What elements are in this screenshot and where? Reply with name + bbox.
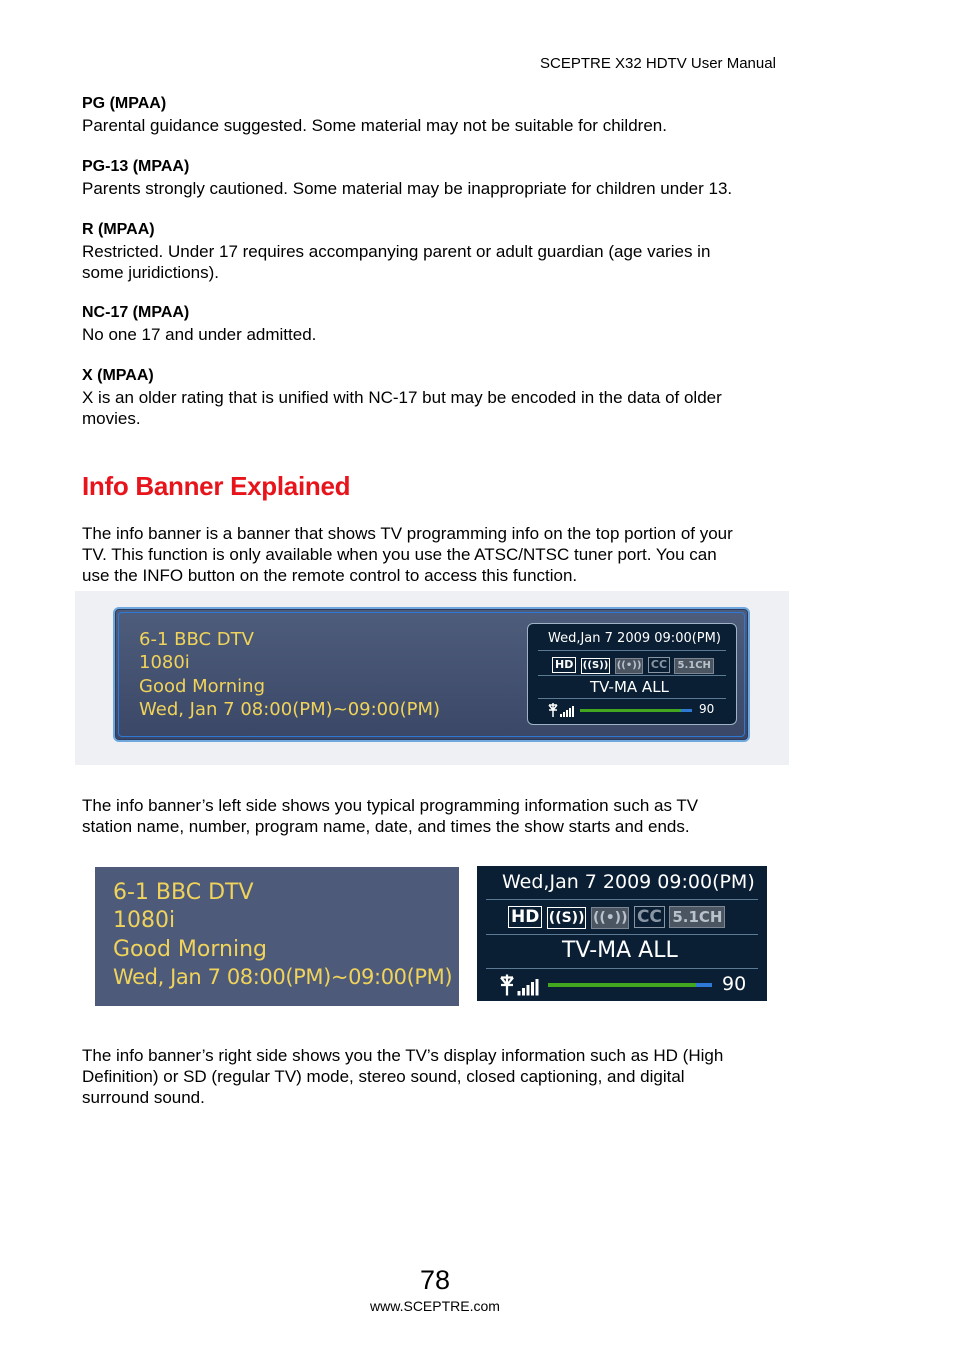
right-desc-line-1: The info banner’s right side shows you the TV’s display information such as HD (High bbox=[82, 1046, 724, 1065]
rating-def-nc17: No one 17 and under admitted. bbox=[82, 325, 317, 344]
zoom-signal-value: 90 bbox=[722, 973, 747, 995]
zoom-icon-row bbox=[508, 906, 725, 929]
banner-program: Good Morning bbox=[139, 676, 265, 697]
rating-term-r: R (MPAA) bbox=[82, 221, 155, 238]
antenna-signal-icon bbox=[547, 702, 575, 723]
footer-website: www.SCEPTRE.com bbox=[370, 1298, 500, 1314]
banner-icon-row bbox=[552, 655, 714, 674]
left-desc-line-1: The info banner’s left side shows you typical programming information such as TV bbox=[82, 796, 699, 815]
intro-line-1: The info banner is a banner that shows TV programming info on the top portion of your bbox=[82, 524, 733, 543]
divider bbox=[486, 899, 758, 900]
zoom-signal-bar-track bbox=[548, 983, 712, 987]
signal-bar-fill bbox=[580, 709, 681, 712]
section-heading: Info Banner Explained bbox=[82, 471, 351, 501]
rating-def-x-2: movies. bbox=[82, 409, 141, 428]
rating-def-x-1: X is an older rating that is unified with NC-17 but may be encoded in the data of older bbox=[82, 388, 722, 407]
zoom-program: Good Morning bbox=[113, 937, 267, 962]
banner-datetime: Wed,Jan 7 2009 09:00(PM) bbox=[548, 631, 721, 646]
rating-def-r-1: Restricted. Under 17 requires accompanying parent or adult guardian (age varies in bbox=[82, 242, 711, 261]
zoom-rating: TV-MA ALL bbox=[562, 938, 678, 963]
zoom-channel: 6-1 BBC DTV bbox=[113, 880, 254, 905]
rating-term-x: X (MPAA) bbox=[82, 367, 154, 384]
stereo-icon: ((S)) bbox=[581, 658, 610, 674]
divider bbox=[538, 675, 726, 676]
divider bbox=[486, 968, 758, 969]
zoom-signal-bar-end bbox=[696, 983, 712, 987]
hd-icon: HD bbox=[552, 657, 576, 673]
right-desc-line-3: surround sound. bbox=[82, 1088, 205, 1107]
signal-value: 90 bbox=[699, 702, 715, 716]
rating-term-pg13: PG-13 (MPAA) bbox=[82, 158, 190, 175]
sap-icon: ((•)) bbox=[615, 658, 644, 674]
sap-icon: ((•)) bbox=[591, 907, 630, 929]
signal-bar-end bbox=[681, 709, 692, 712]
rating-term-nc17: NC-17 (MPAA) bbox=[82, 304, 190, 321]
zoom-signal-bar-fill bbox=[548, 983, 696, 987]
rating-term-pg: PG (MPAA) bbox=[82, 95, 167, 112]
banner-rating: TV-MA ALL bbox=[590, 678, 669, 696]
right-desc-line-2: Definition) or SD (regular TV) mode, stereo sound, closed captioning, and digital bbox=[82, 1067, 685, 1086]
rating-def-pg13: Parents strongly cautioned. Some material may be inappropriate for children under 13. bbox=[82, 179, 733, 198]
divider bbox=[538, 650, 726, 651]
rating-def-pg: Parental guidance suggested. Some material may not be suitable for children. bbox=[82, 116, 667, 135]
cc-icon: CC bbox=[648, 657, 670, 673]
banner-resolution: 1080i bbox=[139, 652, 190, 673]
banner-channel: 6-1 BBC DTV bbox=[139, 629, 254, 650]
surround-icon: 5.1CH bbox=[669, 906, 725, 928]
antenna-signal-icon bbox=[498, 973, 540, 1002]
page-number: 78 bbox=[419, 1265, 451, 1295]
left-desc-line-2: station name, number, program name, date, and times the show starts and ends. bbox=[82, 817, 690, 836]
banner-time-range: Wed, Jan 7 08:00(PM)~09:00(PM) bbox=[139, 699, 441, 720]
rating-def-r-2: some juridictions). bbox=[82, 263, 219, 282]
surround-icon: 5.1CH bbox=[674, 658, 713, 674]
zoom-resolution: 1080i bbox=[113, 908, 176, 933]
hd-icon: HD bbox=[508, 906, 542, 928]
divider bbox=[538, 698, 726, 699]
manual-title: SCEPTRE X32 HDTV User Manual bbox=[540, 55, 776, 72]
intro-line-2: TV. This function is only available when you use the ATSC/NTSC tuner port. You can bbox=[82, 545, 717, 564]
zoom-time-range: Wed, Jan 7 08:00(PM)~09:00(PM) bbox=[113, 965, 453, 989]
intro-line-3: use the INFO button on the remote control to access this function. bbox=[82, 566, 578, 585]
signal-bar-track bbox=[580, 709, 692, 712]
cc-icon: CC bbox=[634, 906, 665, 928]
zoom-datetime: Wed,Jan 7 2009 09:00(PM) bbox=[502, 871, 755, 893]
stereo-icon: ((S)) bbox=[547, 907, 587, 929]
divider bbox=[486, 934, 758, 935]
